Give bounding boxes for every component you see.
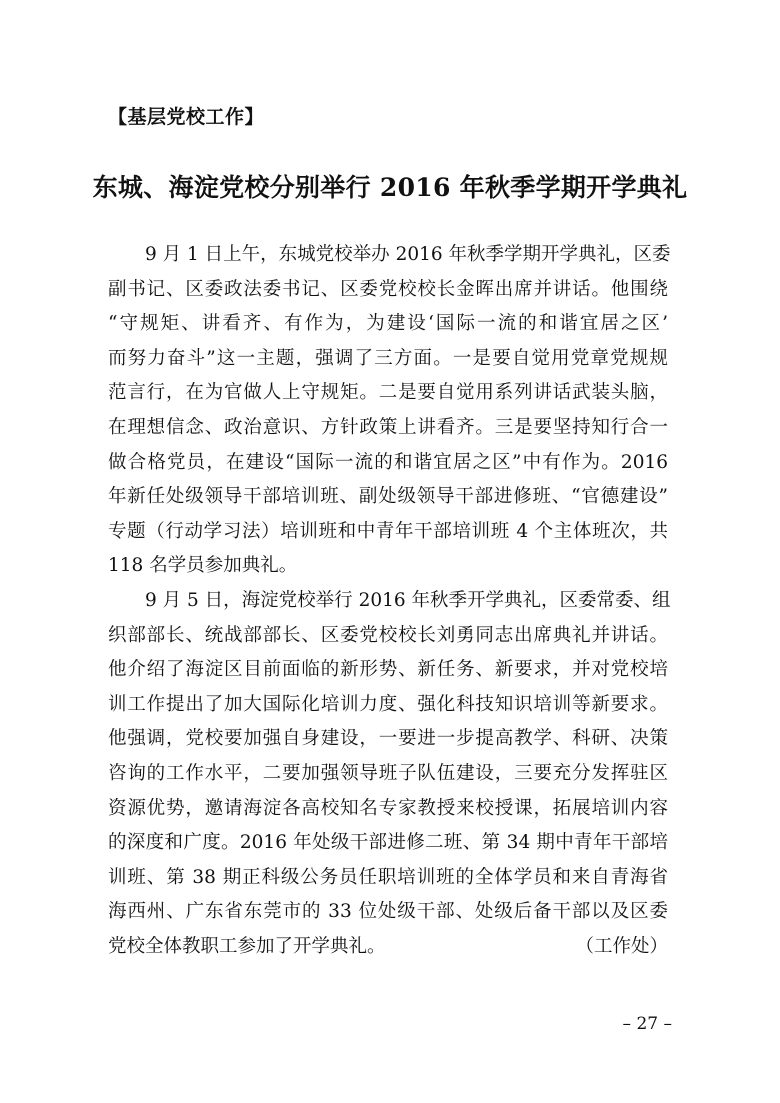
paragraph-line: 训班、第 38 期正科级公务员任职培训班的全体学员和来自青海省 — [108, 866, 668, 888]
paragraph-line: “守规矩、讲看齐、有作为，为建设‘国际一流的和谐宜居之区’ — [108, 313, 668, 335]
paragraph-line: 训工作提出了加大国际化培训力度、强化科技知识培训等新要求。 — [108, 693, 668, 715]
paragraph-line: 资源优势，邀请海淀各高校知名专家教授来校授课，拓展培训内容 — [108, 797, 668, 819]
paragraph-line: 年新任处级领导干部培训班、副处级领导干部进修班、“官德建设” — [108, 486, 668, 508]
paragraph-line: 范言行，在为官做人上守规矩。二是要自觉用系列讲话武装头脑， — [108, 382, 668, 404]
paragraph-line: 118 名学员参加典礼。 — [108, 555, 298, 577]
paragraph-line: 的深度和广度。2016 年处级干部进修二班、第 34 期中青年干部培 — [108, 832, 668, 854]
paragraph-line: 他强调，党校要加强自身建设，一要进一步提高教学、科研、决策 — [108, 728, 668, 750]
paragraph-line: 专题（行动学习法）培训班和中青年干部培训班 4 个主体班次，共 — [108, 520, 668, 542]
section-tag: 【基层党校工作】 — [108, 106, 265, 128]
paragraph-line: 而努力奋斗”这一主题，强调了三方面。一是要自觉用党章党规规 — [108, 347, 668, 369]
paragraph-line: 做合格党员，在建设“国际一流的和谐宜居之区”中有作为。2016 — [108, 451, 668, 473]
source-attribution: （工作处） — [575, 935, 668, 957]
paragraph-line: 9 月 1 日上午，东城党校举办 2016 年秋季学期开学典礼，区委 — [145, 244, 671, 265]
paragraph-line: 海西州、广东省东莞市的 33 位处级干部、处级后备干部以及区委 — [108, 901, 668, 923]
paragraph-2 — [108, 584, 671, 965]
article-body — [108, 238, 671, 964]
paragraph-line: 副书记、区委政法委书记、区委党校校长金晖出席并讲话。他围绕 — [108, 278, 668, 300]
paragraph-line: 他介绍了海淀区目前面临的新形势、新任务、新要求，并对党校培 — [108, 659, 668, 681]
paragraph-line: 9 月 5 日，海淀党校举行 2016 年秋季开学典礼，区委常委、组 — [145, 589, 671, 611]
paragraph-line: 党校全体教职工参加了开学典礼。 — [108, 935, 386, 957]
page-number: – 27 – — [622, 1014, 672, 1034]
paragraph-line: 咨询的工作水平，二要加强领导班子队伍建设，三要充分发挥驻区 — [108, 762, 668, 784]
paragraph-1 — [108, 238, 671, 584]
paragraph-line: 在理想信念、政治意识、方针政策上讲看齐。三是要坚持知行合一 — [108, 416, 668, 438]
article-title: 东城、海淀党校分别举行 2016 年秋季学期开学典礼 — [92, 173, 688, 202]
paragraph-line: 织部部长、统战部部长、区委党校校长刘勇同志出席典礼并讲话。 — [108, 624, 668, 646]
closing-line — [108, 930, 668, 965]
